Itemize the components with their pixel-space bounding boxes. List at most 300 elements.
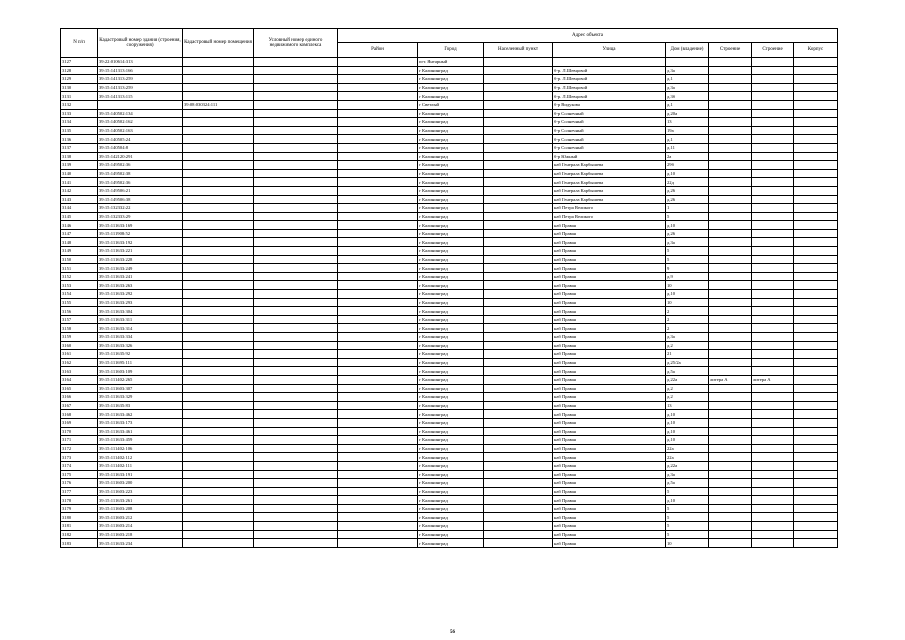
cell-house: 13 (666, 118, 709, 127)
cell-street: наб Генерала Карбышева (553, 186, 666, 195)
cell-house: 5 (666, 255, 709, 264)
cell-city: г Калининград (418, 350, 484, 359)
cell-stroenie (752, 341, 794, 350)
cell-kvartal (794, 92, 838, 101)
cell-city: г Калининград (418, 92, 484, 101)
cell-city: г Калининград (418, 401, 484, 410)
cell-city: г Калининград (418, 358, 484, 367)
cell-stroenie (752, 367, 794, 376)
cell-korpus (709, 118, 752, 127)
cell-kvartal (794, 470, 838, 479)
cell-row-number: 3182 (61, 530, 98, 539)
table-row (61, 169, 838, 178)
cell-stroenie (752, 384, 794, 393)
cell-city: г Калининград (418, 212, 484, 221)
cell-building-cadastral: 39:15:132333:29 (98, 212, 183, 221)
cell-city: г Калининград (418, 341, 484, 350)
cell-complex-number (254, 350, 338, 359)
cell-house: д.5а (666, 367, 709, 376)
cell-row-number: 3160 (61, 341, 98, 350)
cell-building-cadastral: 39:15:111633:221 (98, 247, 183, 256)
cell-street: наб Правая (553, 229, 666, 238)
cell-house: д.10 (666, 221, 709, 230)
cell-kvartal (794, 375, 838, 384)
cell-house: д.22а (666, 375, 709, 384)
cell-settlement (484, 92, 553, 101)
cell-street: наб Петра Великого (553, 204, 666, 213)
cell-district (338, 358, 418, 367)
table-row (61, 539, 838, 548)
cell-korpus (709, 513, 752, 522)
cell-house: 2а (666, 152, 709, 161)
cell-premise-cadastral (183, 92, 254, 101)
cell-settlement (484, 375, 553, 384)
table-row (61, 504, 838, 513)
table-row (61, 470, 838, 479)
table-row (61, 229, 838, 238)
cell-district (338, 479, 418, 488)
cell-city: г Калининград (418, 444, 484, 453)
cell-premise-cadastral (183, 247, 254, 256)
cell-korpus (709, 367, 752, 376)
cell-complex-number (254, 247, 338, 256)
cell-building-cadastral: 39:15:149502:36 (98, 178, 183, 187)
cell-kvartal (794, 255, 838, 264)
cell-premise-cadastral (183, 375, 254, 384)
cell-building-cadastral: 39:15:111633:261 (98, 496, 183, 505)
cell-building-cadastral: 39:15:111603:212 (98, 513, 183, 522)
cell-district (338, 135, 418, 144)
cell-premise-cadastral (183, 307, 254, 316)
cell-street: наб Правая (553, 410, 666, 419)
cell-premise-cadastral (183, 204, 254, 213)
table-row (61, 461, 838, 470)
cell-stroenie (752, 324, 794, 333)
cell-korpus (709, 479, 752, 488)
cell-stroenie (752, 58, 794, 67)
cell-row-number: 3170 (61, 427, 98, 436)
cell-complex-number (254, 298, 338, 307)
cell-row-number: 3176 (61, 479, 98, 488)
cell-kvartal (794, 479, 838, 488)
cell-complex-number (254, 393, 338, 402)
cell-building-cadastral: 39:15:141313:259 (98, 83, 183, 92)
cell-city: г Калининград (418, 221, 484, 230)
cell-city: г Калининград (418, 315, 484, 324)
table-row (61, 324, 838, 333)
cell-settlement (484, 221, 553, 230)
cell-stroenie (752, 75, 794, 84)
cell-complex-number (254, 58, 338, 67)
table-row (61, 83, 838, 92)
cell-house: д.3а (666, 66, 709, 75)
table-row (61, 178, 838, 187)
cell-district (338, 496, 418, 505)
cell-stroenie (752, 350, 794, 359)
cell-premise-cadastral (183, 315, 254, 324)
cell-district (338, 229, 418, 238)
cell-building-cadastral: 39:15:111633:461 (98, 427, 183, 436)
cell-street: наб Правая (553, 341, 666, 350)
cell-city: г Калининград (418, 152, 484, 161)
cell-premise-cadastral (183, 384, 254, 393)
cell-building-cadastral: 39:15:132332:22 (98, 204, 183, 213)
cell-building-cadastral: 39:15:111603:200 (98, 479, 183, 488)
cell-city: г Калининград (418, 126, 484, 135)
cell-korpus (709, 195, 752, 204)
cell-house: 29б (666, 161, 709, 170)
cell-complex-number (254, 427, 338, 436)
cell-korpus (709, 204, 752, 213)
cell-row-number: 3146 (61, 221, 98, 230)
cell-house: д.10 (666, 427, 709, 436)
table-row (61, 109, 838, 118)
cell-street: наб Правая (553, 384, 666, 393)
cell-street: наб Правая (553, 513, 666, 522)
cell-settlement (484, 315, 553, 324)
cell-building-cadastral: 39:15:111695:111 (98, 358, 183, 367)
cell-city: г Калининград (418, 453, 484, 462)
cell-complex-number (254, 444, 338, 453)
header-city: Город (418, 43, 484, 58)
table-row (61, 453, 838, 462)
cell-kvartal (794, 444, 838, 453)
cell-city: г Калининград (418, 195, 484, 204)
cell-premise-cadastral (183, 178, 254, 187)
cell-building-cadastral: 39:15:111635:83 (98, 401, 183, 410)
cell-korpus (709, 487, 752, 496)
cell-district (338, 100, 418, 109)
cell-city: г Калининград (418, 307, 484, 316)
cell-settlement (484, 109, 553, 118)
cell-building-cadastral: 39:15:111633:228 (98, 255, 183, 264)
cell-city: г Калининград (418, 161, 484, 170)
cell-settlement (484, 307, 553, 316)
cell-settlement (484, 333, 553, 342)
cell-row-number: 3129 (61, 75, 98, 84)
table-row (61, 350, 838, 359)
cell-district (338, 350, 418, 359)
cell-kvartal (794, 513, 838, 522)
cell-house: д.11 (666, 143, 709, 152)
cell-row-number: 3127 (61, 58, 98, 67)
cell-street (553, 58, 666, 67)
cell-row-number: 3159 (61, 333, 98, 342)
cell-city: г Калининград (418, 83, 484, 92)
cell-kvartal (794, 453, 838, 462)
cell-street: наб Правая (553, 539, 666, 548)
cell-building-cadastral: 39:15:111603:307 (98, 384, 183, 393)
cell-street: б-р Видукова (553, 100, 666, 109)
cell-building-cadastral: 39:15:111908:52 (98, 229, 183, 238)
cell-kvartal (794, 333, 838, 342)
cell-house: д.3б (666, 92, 709, 101)
header-stroenie: Строение (752, 43, 794, 58)
cell-complex-number (254, 135, 338, 144)
cell-premise-cadastral (183, 444, 254, 453)
cell-kvartal (794, 504, 838, 513)
cell-kvartal (794, 143, 838, 152)
cell-kvartal (794, 118, 838, 127)
table-row (61, 401, 838, 410)
cell-premise-cadastral (183, 453, 254, 462)
header-building-cadastral: Кадастровый номер здания (строения, сооружения) (98, 29, 183, 58)
cell-city: г Калининград (418, 247, 484, 256)
cell-korpus (709, 418, 752, 427)
cell-stroenie (752, 470, 794, 479)
cell-settlement (484, 152, 553, 161)
cell-premise-cadastral (183, 350, 254, 359)
cell-korpus (709, 247, 752, 256)
cell-street: наб Правая (553, 367, 666, 376)
cell-district (338, 58, 418, 67)
cell-korpus (709, 75, 752, 84)
cell-row-number: 3144 (61, 204, 98, 213)
cell-kvartal (794, 58, 838, 67)
cell-complex-number (254, 470, 338, 479)
cell-premise-cadastral (183, 109, 254, 118)
table-row (61, 496, 838, 505)
cell-complex-number (254, 221, 338, 230)
header-kvartal: Корпус (794, 43, 838, 58)
cell-settlement (484, 410, 553, 419)
cell-row-number: 3135 (61, 126, 98, 135)
header-settlement: Населенный пункт (484, 43, 553, 58)
cell-house: д.2 (666, 341, 709, 350)
cell-building-cadastral: 39:15:111633:304 (98, 307, 183, 316)
table-row (61, 479, 838, 488)
cell-stroenie (752, 479, 794, 488)
cell-house: д.2 (666, 393, 709, 402)
cell-district (338, 186, 418, 195)
cell-settlement (484, 238, 553, 247)
cell-district (338, 178, 418, 187)
cell-city: г Калининград (418, 135, 484, 144)
cell-city: пгт. Янтарный (418, 58, 484, 67)
cell-row-number: 3136 (61, 135, 98, 144)
cell-settlement (484, 66, 553, 75)
cell-street: наб Правая (553, 504, 666, 513)
cell-building-cadastral: 39:15:111402:265 (98, 375, 183, 384)
table-row (61, 418, 838, 427)
cell-complex-number (254, 126, 338, 135)
cell-complex-number (254, 324, 338, 333)
cell-row-number: 3138 (61, 152, 98, 161)
cell-stroenie (752, 539, 794, 548)
cell-kvartal (794, 401, 838, 410)
cell-house: 9 (666, 264, 709, 273)
cell-settlement (484, 367, 553, 376)
cell-city: г Калининград (418, 496, 484, 505)
cell-complex-number (254, 255, 338, 264)
cell-settlement (484, 393, 553, 402)
cell-house: д.3а (666, 470, 709, 479)
cell-city: г Калининград (418, 479, 484, 488)
cell-korpus (709, 152, 752, 161)
cell-stroenie (752, 126, 794, 135)
cell-street: наб Правая (553, 247, 666, 256)
table-row (61, 281, 838, 290)
cell-stroenie (752, 393, 794, 402)
cell-settlement (484, 75, 553, 84)
cell-house: 10 (666, 539, 709, 548)
cell-street: наб Правая (553, 401, 666, 410)
cell-korpus (709, 522, 752, 531)
cell-kvartal (794, 152, 838, 161)
cell-premise-cadastral (183, 504, 254, 513)
cell-row-number: 3145 (61, 212, 98, 221)
cell-premise-cadastral (183, 290, 254, 299)
cell-street: б-р Солнечный (553, 135, 666, 144)
cell-building-cadastral (98, 100, 183, 109)
cell-street: наб Правая (553, 298, 666, 307)
cell-complex-number (254, 238, 338, 247)
cell-district (338, 247, 418, 256)
cell-korpus (709, 504, 752, 513)
cell-korpus (709, 169, 752, 178)
cell-building-cadastral: 39:15:111635:92 (98, 350, 183, 359)
cell-building-cadastral: 39:15:111633:192 (98, 238, 183, 247)
cell-premise-cadastral (183, 126, 254, 135)
cell-stroenie (752, 453, 794, 462)
cell-complex-number (254, 143, 338, 152)
cell-stroenie (752, 315, 794, 324)
cell-city: г Калининград (418, 375, 484, 384)
cell-row-number: 3134 (61, 118, 98, 127)
cell-row-number: 3154 (61, 290, 98, 299)
cell-house: 5 (666, 504, 709, 513)
cell-complex-number (254, 161, 338, 170)
cell-district (338, 66, 418, 75)
table-row (61, 212, 838, 221)
cell-district (338, 504, 418, 513)
cell-street: наб Правая (553, 375, 666, 384)
table-row (61, 530, 838, 539)
table-row (61, 341, 838, 350)
cell-stroenie (752, 333, 794, 342)
table-row (61, 427, 838, 436)
cell-premise-cadastral (183, 530, 254, 539)
cell-korpus: литера А (709, 375, 752, 384)
table-row (61, 444, 838, 453)
header-house: Дом (владение) (666, 43, 709, 58)
cell-city: г Калининград (418, 186, 484, 195)
table-row (61, 143, 838, 152)
cell-kvartal (794, 100, 838, 109)
cell-settlement (484, 264, 553, 273)
cell-settlement (484, 479, 553, 488)
cell-house: 5 (666, 247, 709, 256)
cell-stroenie (752, 496, 794, 505)
cell-premise-cadastral (183, 281, 254, 290)
cell-settlement (484, 496, 553, 505)
cell-house: д.2 (666, 384, 709, 393)
cell-kvartal (794, 161, 838, 170)
cell-premise-cadastral (183, 461, 254, 470)
cell-district (338, 152, 418, 161)
cell-complex-number (254, 418, 338, 427)
cell-premise-cadastral (183, 401, 254, 410)
cell-complex-number (254, 290, 338, 299)
cell-korpus (709, 221, 752, 230)
cell-kvartal (794, 178, 838, 187)
cell-building-cadastral: 39:15:149502:36 (98, 161, 183, 170)
cell-district (338, 255, 418, 264)
cell-row-number: 3179 (61, 504, 98, 513)
cell-stroenie (752, 461, 794, 470)
cell-city: г Калининград (418, 436, 484, 445)
cell-street: наб Генерала Карбышева (553, 195, 666, 204)
cell-stroenie (752, 401, 794, 410)
cell-premise-cadastral (183, 367, 254, 376)
cell-stroenie (752, 221, 794, 230)
cell-district (338, 75, 418, 84)
cell-street: б-р. Л.Шевцовой (553, 83, 666, 92)
cell-building-cadastral: 39:15:111633:293 (98, 298, 183, 307)
cell-korpus (709, 186, 752, 195)
table-row (61, 290, 838, 299)
cell-premise-cadastral (183, 522, 254, 531)
cell-stroenie (752, 264, 794, 273)
cell-building-cadastral: 39:15:111603:223 (98, 487, 183, 496)
cell-premise-cadastral: 39:08:030324:111 (183, 100, 254, 109)
cell-city: г Калининград (418, 418, 484, 427)
cell-row-number: 3143 (61, 195, 98, 204)
cell-building-cadastral: 39:15:111603:109 (98, 367, 183, 376)
cell-building-cadastral: 39:15:142120:291 (98, 152, 183, 161)
table-row (61, 126, 838, 135)
cell-premise-cadastral (183, 272, 254, 281)
cell-stroenie (752, 186, 794, 195)
table-row (61, 152, 838, 161)
cell-house: д.20а (666, 109, 709, 118)
cell-settlement (484, 126, 553, 135)
cell-house: д.1 (666, 100, 709, 109)
cell-stroenie (752, 255, 794, 264)
header-address-group: Адрес объекта (338, 29, 838, 43)
cell-settlement (484, 100, 553, 109)
cell-kvartal (794, 418, 838, 427)
cell-settlement (484, 161, 553, 170)
cell-settlement (484, 178, 553, 187)
cell-district (338, 384, 418, 393)
cell-kvartal (794, 186, 838, 195)
registry-table (60, 28, 838, 548)
cell-complex-number (254, 530, 338, 539)
cell-street: наб Правая (553, 221, 666, 230)
cell-kvartal (794, 195, 838, 204)
cell-premise-cadastral (183, 436, 254, 445)
cell-kvartal (794, 212, 838, 221)
cell-korpus (709, 333, 752, 342)
table-row (61, 58, 838, 67)
cell-city: г Калининград (418, 393, 484, 402)
cell-row-number: 3140 (61, 169, 98, 178)
cell-premise-cadastral (183, 479, 254, 488)
cell-korpus (709, 143, 752, 152)
cell-row-number: 3162 (61, 358, 98, 367)
cell-row-number: 3150 (61, 255, 98, 264)
cell-stroenie: литера А (752, 375, 794, 384)
cell-district (338, 169, 418, 178)
cell-premise-cadastral (183, 513, 254, 522)
cell-stroenie (752, 100, 794, 109)
cell-city: г Калининград (418, 539, 484, 548)
cell-kvartal (794, 221, 838, 230)
cell-korpus (709, 324, 752, 333)
cell-korpus (709, 264, 752, 273)
table-row (61, 410, 838, 419)
